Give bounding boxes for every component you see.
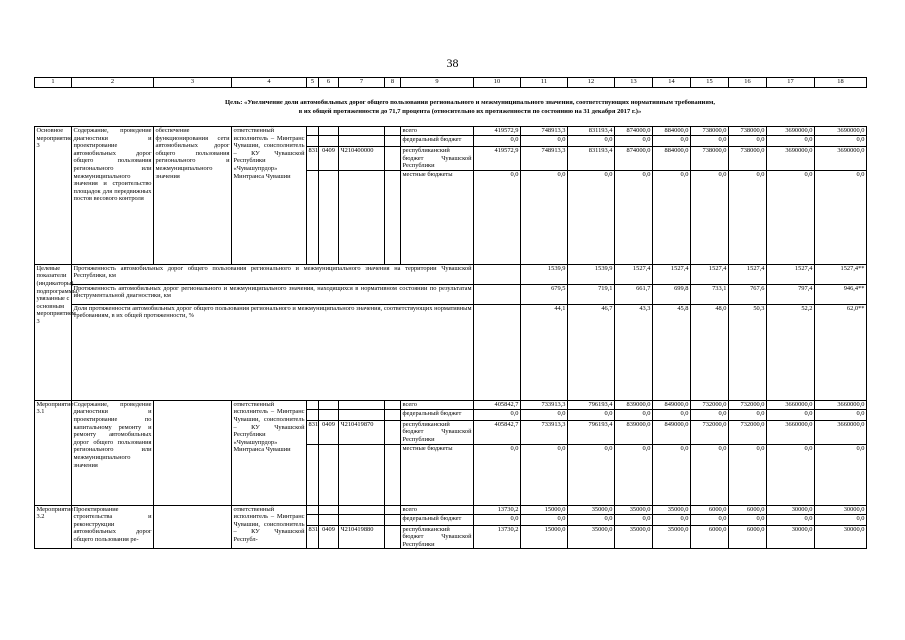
funding-value: 733913,3 [521,420,568,444]
column-numbers-row [35,78,867,88]
funding-row [35,400,867,409]
code-grbs [307,127,319,136]
funding-source: федеральный бюджет [401,514,474,525]
event-description: Проектирование строительства и реконструкции автомобильных дорог общего пользования ре- [72,505,154,549]
code-section [319,409,339,420]
funding-value: 0,0 [568,514,615,525]
code-section [319,136,339,147]
indicator-blank [474,284,521,304]
funding-value: 738000,0 [691,147,729,171]
funding-value: 874000,0 [615,127,653,136]
funding-value: 3690000,0 [767,127,815,136]
indicator-value: 797,4 [767,284,815,304]
funding-value: 0,0 [474,136,521,147]
code-target [339,514,385,525]
funding-source: всего [401,400,474,409]
goal-heading [150,98,790,116]
funding-value: 0,0 [729,514,767,525]
funding-value: 3660000,0 [767,420,815,444]
event-executor: ответственный исполнитель – Минтранс Чувашии, соисполнитель – КУ Чувашской Республ- [232,505,307,549]
code-type [385,400,401,409]
indicator-value: 1527,4 [729,264,767,284]
code-target [339,400,385,409]
funding-value: 30000,0 [767,505,815,514]
funding-value: 0,0 [729,409,767,420]
funding-value: 30000,0 [815,525,867,549]
code-section [319,127,339,136]
indicator-value: 1527,4 [691,264,729,284]
funding-value: 0,0 [653,136,691,147]
funding-value: 0,0 [615,170,653,264]
funding-value: 732000,0 [691,420,729,444]
indicator-value: 45,8 [653,304,691,400]
funding-source: федеральный бюджет [401,409,474,420]
funding-value: 884000,0 [653,147,691,171]
indicator-value: 48,0 [691,304,729,400]
event-name: Мероприятие 3.2 [35,505,72,549]
indicator-value: 661,7 [615,284,653,304]
indicator-blank [474,304,521,400]
event-executor: ответственный исполнитель – Минтранс Чувашии, соисполнитель – КУ Чувашской Республики «Чувашупрдор» Минтранса Чувашии [232,127,307,265]
event-name: Мероприятие 3.1 [35,400,72,505]
funding-value: 0,0 [729,444,767,505]
code-section [319,170,339,264]
funding-value: 0,0 [474,444,521,505]
funding-value: 738000,0 [691,127,729,136]
indicator-value: 1527,4 [767,264,815,284]
indicator-name: Протяженность автомобильных дорог регионального и межмуниципального значения, находящихся в нормативном состоянии по результатам инструментальной диагностики, км [72,284,474,304]
funding-value: 0,0 [767,136,815,147]
funding-source: всего [401,505,474,514]
code-type [385,420,401,444]
code-section [319,444,339,505]
funding-value: 796193,4 [568,420,615,444]
funding-value: 6000,0 [729,505,767,514]
funding-value: 0,0 [615,514,653,525]
funding-value: 0,0 [521,444,568,505]
funding-source: республиканский бюджет Чувашской Республики [402,420,472,443]
funding-value: 0,0 [568,409,615,420]
column-number: 16 [729,78,767,88]
column-number: 12 [568,78,615,88]
goal-line-1: Цель: «Увеличение доли автомобильных дорог общего пользования регионального и межмуниципального значения, соответствующих нормативным требованиям, [224,99,716,106]
column-number: 3 [154,78,232,88]
program-table [34,126,867,549]
column-number: 17 [767,78,815,88]
funding-value: 796193,4 [568,400,615,409]
funding-value: 0,0 [767,409,815,420]
funding-value: 0,0 [653,514,691,525]
funding-row [35,505,867,514]
funding-value: 0,0 [815,136,867,147]
column-number: 7 [339,78,385,88]
code-target [339,505,385,514]
funding-value: 0,0 [615,409,653,420]
funding-value: 0,0 [691,444,729,505]
column-number: 1 [35,78,72,88]
column-number: 6 [319,78,339,88]
funding-value: 0,0 [653,170,691,264]
funding-value: 0,0 [691,170,729,264]
funding-value: 15000,0 [521,505,568,514]
funding-value: 0,0 [815,444,867,505]
targets-label: Целевые показатели (индикаторы) подпрограммы, увязанные с основным мероприятием 3 [35,264,72,400]
funding-value: 748913,3 [521,147,568,171]
code-grbs: 831 [307,420,319,444]
funding-value: 419572,9 [474,127,521,136]
funding-value: 0,0 [729,136,767,147]
column-number: 2 [72,78,154,88]
funding-value: 35000,0 [615,525,653,549]
funding-value: 3660000,0 [767,400,815,409]
funding-value: 738000,0 [729,127,767,136]
column-number: 18 [815,78,867,88]
funding-source: республиканский бюджет Чувашской Республики [402,525,472,548]
target-indicator-row [35,284,867,304]
funding-value: 831193,4 [568,127,615,136]
code-target: Ч210419870 [339,420,385,444]
indicator-value: 699,8 [653,284,691,304]
code-section [319,514,339,525]
code-target [339,170,385,264]
funding-value: 0,0 [568,170,615,264]
code-type [385,525,401,549]
funding-source: всего [401,127,474,136]
funding-value: 35000,0 [568,525,615,549]
funding-value: 6000,0 [691,505,729,514]
column-number: 8 [385,78,401,88]
funding-value: 0,0 [767,170,815,264]
column-number: 15 [691,78,729,88]
event-purpose: обеспечение функционирования сети автомобильных дорог общего пользования регионального и межмуниципального значения [154,127,232,265]
code-section [319,505,339,514]
code-target [339,444,385,505]
indicator-value: 679,5 [521,284,568,304]
code-grbs: 831 [307,525,319,549]
code-grbs [307,444,319,505]
funding-source: местные бюджеты [401,444,474,505]
funding-value: 0,0 [521,514,568,525]
funding-value: 35000,0 [568,505,615,514]
indicator-value: 44,1 [521,304,568,400]
funding-value: 0,0 [521,409,568,420]
target-indicator-row [35,304,867,400]
indicator-value: 50,3 [729,304,767,400]
code-type [385,147,401,171]
header-table [34,77,867,88]
funding-value: 0,0 [729,170,767,264]
funding-value: 0,0 [474,514,521,525]
funding-value: 0,0 [691,514,729,525]
code-target [339,127,385,136]
column-number: 9 [401,78,474,88]
funding-value: 831193,4 [568,147,615,171]
funding-value: 3690000,0 [815,127,867,136]
code-grbs [307,505,319,514]
page-number: 38 [446,56,459,70]
code-target: Ч210419880 [339,525,385,549]
funding-value: 30000,0 [767,525,815,549]
funding-value: 0,0 [653,444,691,505]
funding-value: 884000,0 [653,127,691,136]
indicator-value: 767,6 [729,284,767,304]
funding-value: 849000,0 [653,400,691,409]
code-type [385,136,401,147]
column-number: 4 [232,78,307,88]
funding-value: 748913,3 [521,127,568,136]
funding-value: 0,0 [767,514,815,525]
funding-value: 0,0 [474,409,521,420]
funding-value: 0,0 [615,444,653,505]
indicator-value: 946,4** [815,284,867,304]
indicator-value: 1527,4 [615,264,653,284]
indicator-blank [474,264,521,284]
funding-value: 3660000,0 [815,420,867,444]
indicator-name: Протяженность автомобильных дорог общего пользования регионального и межмуниципального значения на территории Чувашской Республики, км [72,264,474,284]
code-target [339,409,385,420]
funding-value: 0,0 [815,514,867,525]
indicator-value: 1539,9 [521,264,568,284]
funding-value: 3660000,0 [815,400,867,409]
funding-value: 0,0 [615,136,653,147]
funding-value: 839000,0 [615,420,653,444]
indicator-value: 52,2 [767,304,815,400]
code-grbs [307,170,319,264]
funding-value: 0,0 [521,170,568,264]
code-type [385,505,401,514]
code-grbs: 831 [307,147,319,171]
funding-value: 0,0 [568,136,615,147]
funding-value: 6000,0 [729,525,767,549]
code-type [385,127,401,136]
funding-value: 0,0 [653,409,691,420]
code-section: 0409 [319,420,339,444]
funding-value: 419572,9 [474,147,521,171]
funding-row [35,127,867,136]
indicator-value: 62,0** [815,304,867,400]
funding-value: 849000,0 [653,420,691,444]
code-type [385,444,401,505]
column-number: 13 [615,78,653,88]
funding-value: 732000,0 [729,420,767,444]
funding-value: 0,0 [691,409,729,420]
funding-value: 733913,3 [521,400,568,409]
code-grbs [307,514,319,525]
funding-source: местные бюджеты [401,170,474,264]
code-target: Ч210400000 [339,147,385,171]
funding-value: 3690000,0 [815,147,867,171]
funding-value: 13730,2 [474,505,521,514]
funding-value: 6000,0 [691,525,729,549]
funding-value: 732000,0 [691,400,729,409]
funding-value: 0,0 [815,170,867,264]
indicator-name: Доля протяженности автомобильных дорог общего пользования регионального и межмуниципального значения, соответствующих нормативным требованиям, в их общей протяженности, % [72,304,474,400]
indicator-value: 1539,9 [568,264,615,284]
indicator-value: 733,1 [691,284,729,304]
code-grbs [307,136,319,147]
event-description: Содержание, проведение диагностики и проектирование по капитальному ремонту и ремонту автомобильных дорог общего пользования регионального или межмуниципального значения [72,400,154,505]
funding-source: республиканский бюджет Чувашской Республики [402,147,472,170]
funding-value: 738000,0 [729,147,767,171]
code-type [385,409,401,420]
funding-value: 405842,7 [474,420,521,444]
funding-value: 30000,0 [815,505,867,514]
funding-value: 15000,0 [521,525,568,549]
funding-value: 35000,0 [615,505,653,514]
column-number: 11 [521,78,568,88]
funding-value: 732000,0 [729,400,767,409]
indicator-value: 43,3 [615,304,653,400]
goal-line-2: в их общей протяженности до 71,7 процента (относительно их протяженности по состоянию на 31 декабря 2017 г.)» [298,108,642,115]
indicator-value: 1527,4** [815,264,867,284]
indicator-value: 719,1 [568,284,615,304]
column-number: 5 [307,78,319,88]
code-type [385,170,401,264]
indicator-value: 46,7 [568,304,615,400]
code-section: 0409 [319,147,339,171]
funding-value: 874000,0 [615,147,653,171]
column-number: 14 [653,78,691,88]
event-name: Основное мероприятие 3 [35,127,72,265]
code-type [385,514,401,525]
funding-value: 0,0 [521,136,568,147]
column-number: 10 [474,78,521,88]
funding-value: 405842,7 [474,400,521,409]
funding-value: 0,0 [815,409,867,420]
indicator-value: 1527,4 [653,264,691,284]
funding-value: 35000,0 [653,505,691,514]
funding-value: 0,0 [767,444,815,505]
funding-value: 3690000,0 [767,147,815,171]
target-indicator-row [35,264,867,284]
funding-value: 0,0 [568,444,615,505]
code-grbs [307,409,319,420]
funding-value: 35000,0 [653,525,691,549]
code-section [319,400,339,409]
funding-source: федеральный бюджет [401,136,474,147]
funding-value: 0,0 [474,170,521,264]
event-purpose [154,400,232,505]
funding-value: 13730,2 [474,525,521,549]
event-purpose [154,505,232,549]
code-grbs [307,400,319,409]
funding-value: 0,0 [691,136,729,147]
event-description: Содержание, проведение диагностики и проектирование автомобильных дорог общего пользования регионального или межмуниципального значения и строительство площадок для передвижных постов весового контроля [72,127,154,265]
code-section: 0409 [319,525,339,549]
funding-value: 839000,0 [615,400,653,409]
code-target [339,136,385,147]
event-executor: ответственный исполнитель – Минтранс Чувашии, соисполнитель – КУ Чувашской Республики «Чувашупрдор» Минтранса Чувашии [232,400,307,505]
